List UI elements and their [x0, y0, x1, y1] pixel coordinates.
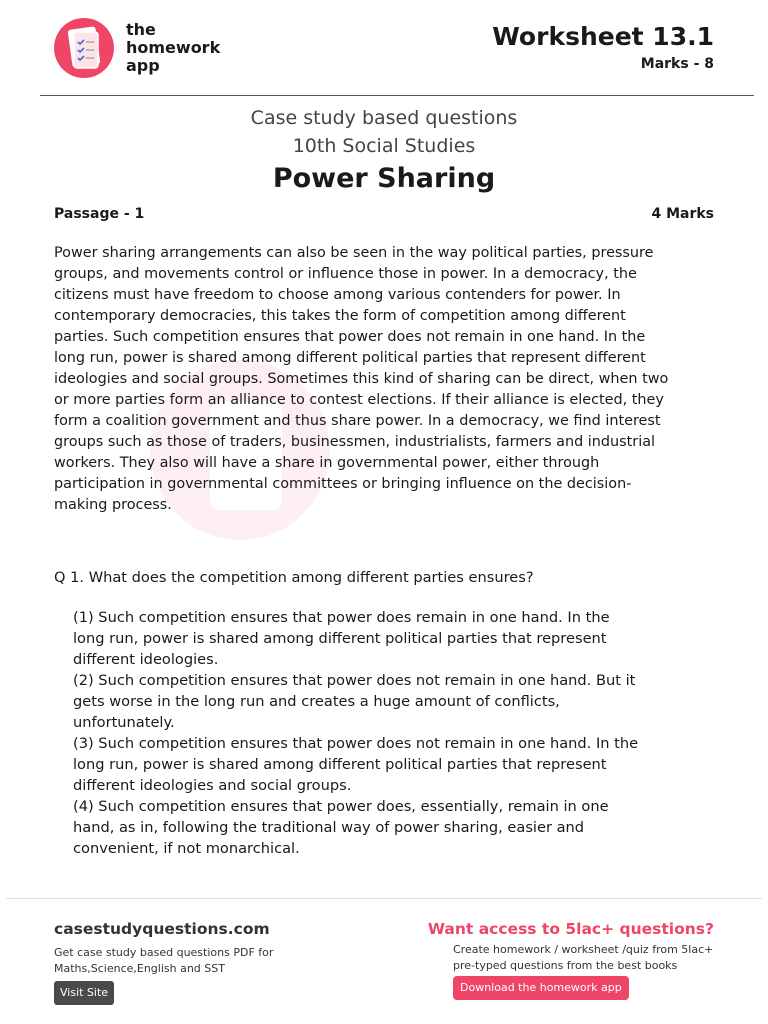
footer-divider — [6, 898, 762, 899]
cta-title: Want access to 5lac+ questions? — [427, 920, 714, 938]
subtitle-case-study: Case study based questions — [250, 107, 518, 129]
homework-app-logo-icon — [54, 18, 114, 78]
visit-site-button[interactable]: Visit Site — [54, 981, 114, 1005]
page-title: Power Sharing — [272, 163, 496, 194]
worksheet-marks: Marks - 8 — [640, 56, 714, 72]
subtitle-subject: 10th Social Studies — [292, 135, 476, 157]
answer-option: (2) Such competition ensures that power does not remain in one hand. But it gets worse in the long run and creates a huge amount of conflicts, unfortunately. — [73, 672, 636, 731]
answer-options — [73, 607, 643, 859]
passage-text: Power sharing arrangements can also be seen in the way political parties, pressure groups, and movements control or influence those in power. In a democracy, the citizens must have freedom to choose among various contenders for power. In contemporary democracies, this takes the form of competition among different parties. Such competition ensures that power does not remain in one hand. In the long run, power is shared among different political parties that represent different ideologies and social groups. Sometimes this kind of sharing can be direct, when two or more parties form an alliance to contest elections. If their alliance is elected, they form a coalition government and thus share power. In a democracy, we find interest groups such as those of traders, businessmen, industrialists, farmers and industrial workers. They also will have a share in governmental power, either through participation in governmental committees or bringing influence on the decision-making process. — [54, 245, 669, 513]
brand-logo — [54, 18, 220, 78]
header-divider — [40, 95, 754, 96]
question-text: Q 1. What does the competition among different parties ensures? — [54, 569, 534, 586]
passage-marks: 4 Marks — [651, 206, 714, 222]
brand-line: homework — [126, 38, 221, 57]
site-description: Get case study based questions PDF for Maths,Science,English and SST — [54, 946, 274, 975]
answer-option: (4) Such competition ensures that power does, essentially, remain in one hand, as in, following the traditional way of power sharing, easier and convenient, if not monarchical. — [73, 798, 609, 857]
worksheet-title: Worksheet 13.1 — [492, 22, 714, 51]
download-app-button[interactable]: Download the homework app — [453, 976, 629, 1000]
site-name: casestudyquestions.com — [54, 920, 270, 938]
brand-name — [126, 21, 220, 75]
brand-line: app — [126, 56, 160, 75]
answer-option: (1) Such competition ensures that power does remain in one hand. In the long run, power is shared among different political parties that represent different ideologies. — [73, 609, 610, 668]
cta-description: Create homework / worksheet /quiz from 5lac+ pre-typed questions from the best books — [453, 943, 714, 972]
brand-line: the — [126, 20, 156, 39]
answer-option: (3) Such competition ensures that power does not remain in one hand. In the long run, power is shared among different political parties that represent different ideologies and social groups. — [73, 735, 639, 794]
passage-label: Passage - 1 — [54, 206, 145, 222]
